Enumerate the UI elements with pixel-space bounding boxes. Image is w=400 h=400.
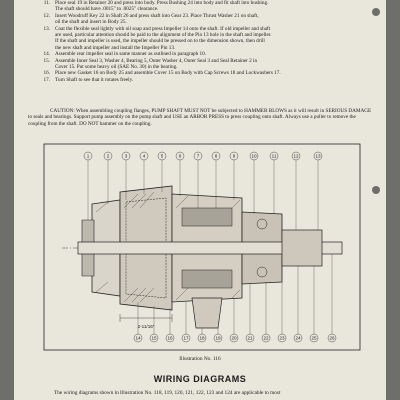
callout-label: 11 [271,153,277,159]
step-line: 14. Assemble rear impeller seal in same manner as outlined in paragraph 10. [43,51,206,58]
callout-label: 19 [215,335,221,341]
callout-label: 6 [178,153,182,159]
callout-label: 26 [329,335,335,341]
body-paragraph: The wiring diagrams shown in Illustration No. 118, 119, 120, 121, 122, 123 and 124 are applicable to most [54,390,281,396]
step-line: oil the shaft and insert in Body 25. [55,19,127,26]
step-line: 12. Insert Woodruff Key 22 in Shaft 26 and press shaft into Gear 23. Place Thrust Washer 21 on shaft, [43,12,259,19]
illustration-caption: Illustration No. 116 [179,356,221,362]
callout-label: 10 [251,153,257,159]
callout-label: 24 [295,335,301,341]
callout-label: 18 [199,335,205,341]
step-line: If the shaft and impeller is used, the impeller should be pressed on to the dimension shown, then drill [55,38,265,45]
step-line: The shaft should have .0015" to .0025" clearance. [55,6,159,13]
callout-label: 3 [124,153,128,159]
step-line: 16. Place new Gasket 16 on Body 25 and assemble Cover 15 on Body with Cap Screws 18 and Lockwashers 17. [43,70,281,77]
callout-label: 15 [151,335,157,341]
callout-label: 4 [142,153,146,159]
section-heading: WIRING DIAGRAMS [153,374,247,384]
step-line: the new shaft and impeller and install the Impeller Pin 13. [55,44,176,51]
callout-label: 17 [183,335,189,341]
callout-label: 25 [311,335,317,341]
caution-paragraph: CAUTION: When assembling coupling flanges, PUMP SHAFT MUST NOT be subjected to HAMMER BLOWS as it will result in SERIOUS DAMAGE to seals and bearings. Support pump assembly on the pump shaft and USE an ARBOR PRESS to press coupling onto shaft. Always use a puller to remove the coupling from the shaft. DO NOT hammer on the coupling. [28,108,372,127]
manual-page [14,0,386,400]
step-line: 15. Assemble Inner Seal 3, Washer 4, Bearing 5, Outer Washer 4, Outer Seal 3 and Seal Retainer 2 in [43,57,258,64]
callout-label: 5 [160,153,164,159]
step-line: 11. Place seal 19 in Retainer 20 and press into body. Press Bushing 24 into body and fit shaft into bushing. [43,0,269,6]
callout-label: 9 [232,153,236,159]
callout-label: 8 [214,153,218,159]
punch-hole [372,186,380,194]
step-line: 17. Turn Shaft to see that it rotates freely. [43,76,134,83]
callout-label: 21 [247,335,253,341]
callout-label: 22 [263,335,269,341]
callout-label: 1 [86,153,90,159]
step-line: 13. Coat the flexible seal lightly with oil soap and press Impeller 14 onto the shaft. If old impeller and shaft [43,25,271,32]
dimension-label: 2-11/16" [137,324,155,329]
callout-label: 7 [196,153,200,159]
callout-label: 14 [135,335,141,341]
step-line: Cover 15. Put some heavy oil (SAE No. 30) in the bearing. [55,64,178,71]
callout-label: 12 [293,153,299,159]
callout-label: 23 [279,335,285,341]
callout-label: 2 [106,153,110,159]
pump-cross-section-diagram [42,142,362,352]
callout-label: 16 [167,335,173,341]
callout-label: 20 [231,335,237,341]
assembly-steps [28,0,374,83]
step-line: are used, particular attention should be paid to the alignment of the Pin 13 hole in the shaft and impeller. [55,32,272,39]
callout-label: 13 [315,153,321,159]
